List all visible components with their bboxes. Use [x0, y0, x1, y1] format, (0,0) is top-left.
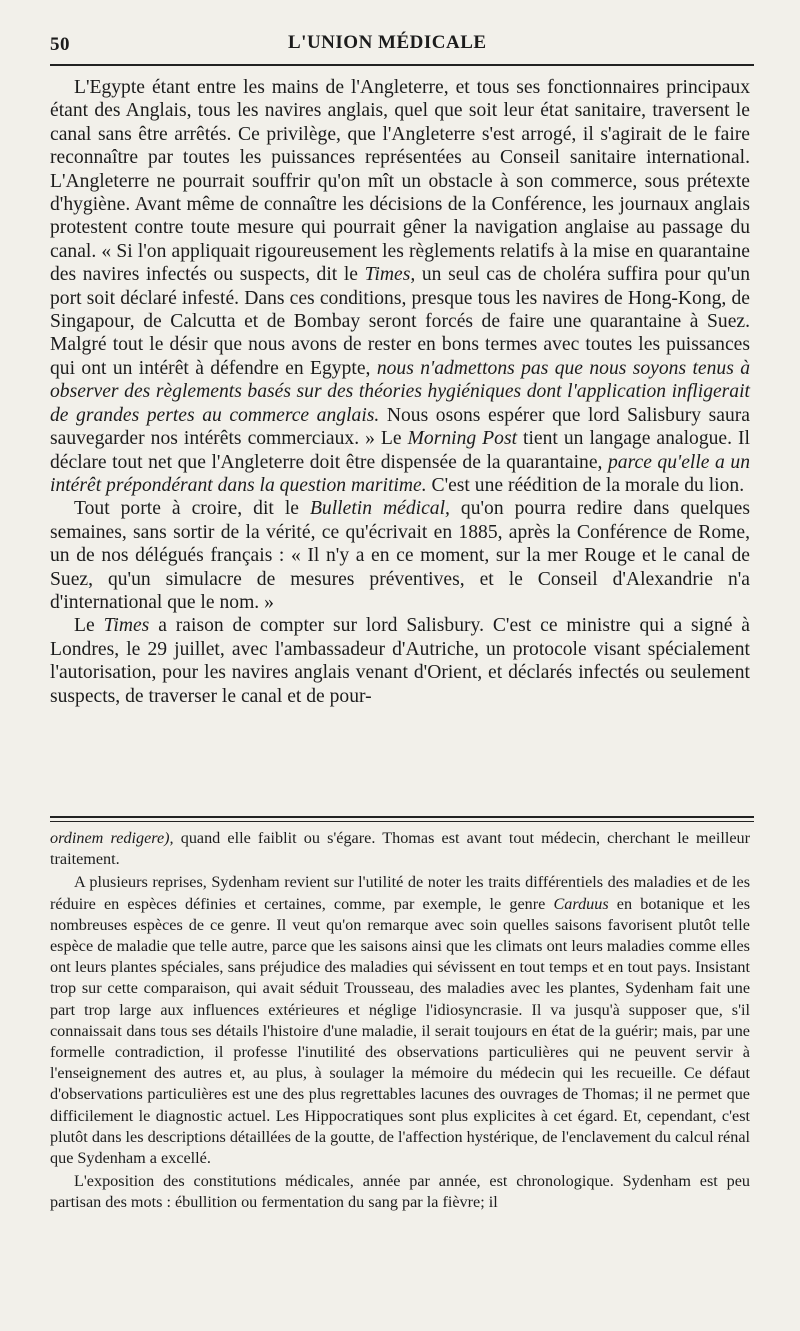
text-span: A plusieurs reprises, Sydenham revient sur l'utilité de noter les traits différentiels des maladies et de les réduire en espèces définies et certaines, comme, par exemple, le genre	[50, 873, 750, 913]
feuilleton-rule-thin	[50, 821, 754, 822]
text-span: Nous osons espérer que lord Salisbury saura sauvegarder nos intérêts commerciaux. » Le	[50, 404, 751, 450]
feuilleton-rule-thick	[50, 816, 754, 818]
italic-term: Carduus	[553, 894, 609, 913]
italic-title: Times,	[364, 264, 416, 286]
journal-title: L'UNION MÉDICALE	[288, 32, 487, 53]
italic-quote: parce qu'elle a un intérêt prépondérant dans la question maritime.	[50, 451, 750, 496]
main-paragraph-1	[50, 76, 750, 497]
italic-title: Bulletin médical,	[309, 498, 450, 520]
text-span: Tout porte à croire, dit le	[74, 498, 310, 520]
text-span: L'Egypte étant entre les mains de l'Angleterre, et tous ses fonctionnaires principaux étant des Anglais, tous les navires anglais, quel que soit leur état sanitaire, traversent le canal sans être arrêtés. Ce privilège, que l'Angleterre s'est arrogé, il s'agirait de le faire reconnaître par toutes les puissances représentées au Conseil sanitaire international. L'Angleterre ne pourrait souffrir qu'on mît un obstacle à son commerce, sous prétexte d'hygiène. Avant même de connaître les décisions de la Conférence, les journaux anglais protestent contre toute mesure qui pourrait gêner la navigation anglaise au passage du canal. « Si l'on appliquait rigoureusement les règlements relatifs à la mise en quarantaine des navires infectés ou suspects, dit le	[50, 77, 750, 286]
italic-title: Times	[103, 615, 150, 637]
italic-text: ordinem redigere),	[50, 829, 174, 847]
text-span: Le	[74, 615, 104, 637]
text-span: qu'on pourra redire dans quelques semaines, sans sortir de la vérité, ce qu'écrivait en 1885, après la Conférence de Rome, un de nos délégués français : « Il n'y a en ce moment, sur la mer Rouge et le canal de Suez, qu'un simulacre de mesures préventives, et le Conseil d'Alexandrie n'a d'international que le nom. »	[50, 498, 750, 613]
page-number: 50	[50, 34, 70, 55]
text-span: quand elle faiblit ou s'égare. Thomas est avant tout médecin, cherchant le meilleur traitement.	[50, 829, 750, 869]
feuilleton-paragraph-1	[50, 828, 750, 870]
text-span: tient un langage analogue. Il déclare tout net que l'Angleterre doit être dispensée de la quarantaine,	[50, 428, 750, 473]
text-span: C'est une réédition de la morale du lion.	[426, 474, 745, 496]
running-head	[50, 30, 754, 58]
main-paragraph-2	[50, 497, 750, 614]
main-article	[50, 76, 750, 708]
text-span: un seul cas de choléra suffira pour qu'un port soit déclaré infesté. Dans ces conditions, presque tous les navires de Hong-Kong, de Singapour, de Calcutta et de Bombay seront forcés de faire une quarantaine à Suez. Malgré tout le désir que nous avons de rester en bons termes avec toutes les puissances qui ont un intérêt à défendre en Egypte,	[50, 264, 750, 379]
main-paragraph-3	[50, 614, 750, 708]
header-rule	[50, 64, 754, 66]
text-span: en botanique et les nombreuses espèces de ce genre. Il veut qu'on remarque avec soin quelles saisons favorisent plutôt telle espèce de maladie que telle autre, parce que les saisons ainsi que les climats ont leurs maladies comme elles ont leurs plantes spéciales, sans préjudice des maladies qui sévissent en tout temps et en tout pays. Insistant trop sur cette comparaison, qui avait séduit Trousseau, des maladies avec les plantes, Sydenham fait une part trop large aux influences extérieures et néglige l'idiosyncrasie. Il va jusqu'à supposer que, s'il connaissait dans tous ses détails l'histoire d'une maladie, il serait toujours en état de la guérir; mais, par une formelle contradiction, il professe l'inutilité des observations particulières qui ne peuvent servir à l'enseignement des autres et, au plus, à soulager la mémoire du médecin qui les recueille. Ce défaut d'observations particulières est une des plus regrettables lacunes des ouvrages de Thomas; il ne permet que difficilement le diagnostic actuel. Les Hippocratiques sont plus explicites à cet égard. Et, cependant, c'est plutôt dans les descriptions détaillées de la goutte, de l'affection hystérique, de l'enclavement du calcul rénal que Sydenham a excellé.	[50, 894, 751, 1168]
text-span: a raison de compter sur lord Salisbury. C'est ce ministre qui a signé à Londres, le 29 juillet, avec l'ambassadeur d'Autriche, un protocole visant spécialement l'autorisation, pour les navires anglais venant d'Orient, et déclarés infectés ou seulement suspects, de traverser le canal et de pour-	[50, 615, 750, 707]
feuilleton-paragraph-2	[50, 872, 750, 1169]
italic-quote: nous n'admettons pas que nous soyons tenus à observer des règlements basés sur des théories hygiéniques dont l'application infligerait de grandes pertes au commerce anglais.	[50, 357, 751, 426]
feuilleton-section	[50, 828, 750, 1214]
italic-title: Morning Post	[407, 428, 518, 450]
feuilleton-paragraph-3: L'exposition des constitutions médicales, année par année, est chronologique. Sydenham est peu partisan des mots : ébullition ou fermentation du sang par la fièvre; il	[50, 1172, 750, 1212]
